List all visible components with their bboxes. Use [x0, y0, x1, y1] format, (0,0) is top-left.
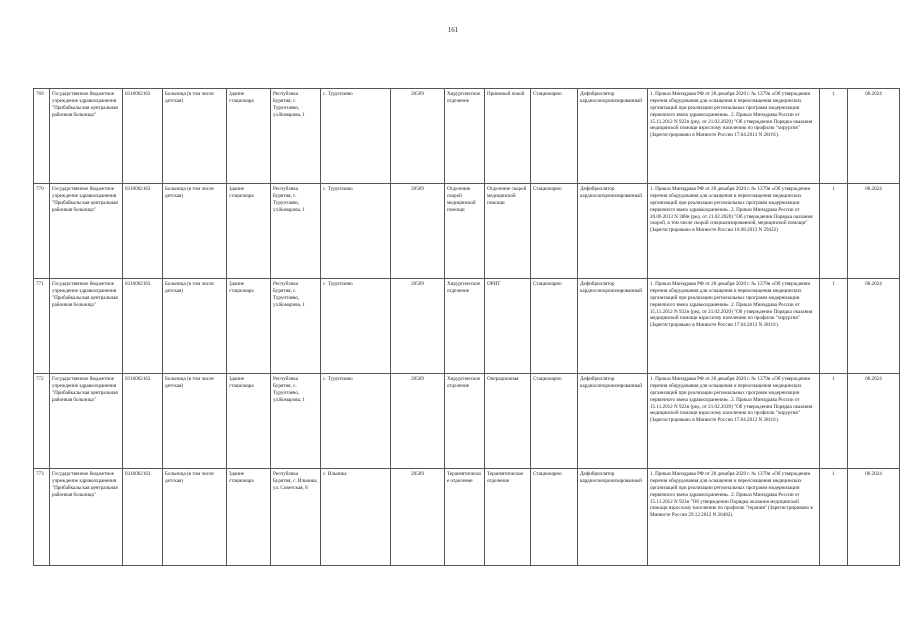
delivery-date: 06.2024 [848, 89, 900, 184]
unit: Терапевтическое отделение [485, 469, 531, 566]
legal-basis: 1. Приказ Минздрава РФ от 28 декабря 2020 г. № 1379н «Об утверждении перечня оборудования для оснащения и переоснащения медицинских организаций при реализации региональных программ модернизации первичного звена здравоохранения». 2. Приказ Минздрава России от 20.06.2013 N 388н (ред. от 21.02.2020) "Об утверждении Порядка оказания скорой, в том числе скорой специализированной, медицинской помощи" (Зарегистрировано в Минюсте России 16.08.2013 N 29422) [648, 184, 820, 279]
locality: с. Ильинка [321, 469, 391, 566]
building: Здание стационара [227, 469, 271, 566]
equipment-registry-table [33, 88, 900, 566]
equipment-name: Дефибриллятор кардиосинхронизированный [578, 279, 648, 374]
department: Терапевтическое отделение [445, 469, 485, 566]
unit: ОРИТ [485, 279, 531, 374]
organization-name: Государственное бюджетное учреждение здравоохранения "Прибайкальская центральная районная больница" [50, 184, 123, 279]
unit: Приемный покой [485, 89, 531, 184]
facility-type: Больница (в том числе детская) [163, 279, 227, 374]
quantity: 1 [820, 469, 848, 566]
delivery-date: 06.2024 [848, 469, 900, 566]
quantity: 1 [820, 374, 848, 469]
facility-type: Больница (в том числе детская) [163, 469, 227, 566]
table-row [34, 469, 900, 566]
care-condition: Стационарно [531, 469, 578, 566]
address: Республика Бурятия, с. Турунтаево, ул.Комарова, 1 [271, 374, 321, 469]
quantity: 1 [820, 89, 848, 184]
legal-basis: 1. Приказ Минздрава РФ от 28 декабря 2020 г. № 1379н «Об утверждении перечня оборудования для оснащения и переоснащения медицинских организаций при реализации региональных программ модернизации первичного звена здравоохранения». 2. Приказ Минздрава России от 15.11.2012 N 922н (ред. от 21.02.2020) "Об утверждении Порядка оказания медицинской помощи взрослому населению по профилю "хирургия" (Зарегистрировано в Минюсте России 17.04.2013 N 28161). [648, 279, 820, 374]
row-number: 771 [34, 279, 50, 374]
delivery-date: 06.2024 [848, 374, 900, 469]
delivery-date: 06.2024 [848, 184, 900, 279]
department: Хирургическое отделение [445, 279, 485, 374]
quantity: 1 [820, 184, 848, 279]
delivery-date: 06.2024 [848, 279, 900, 374]
code: 20509 [391, 469, 445, 566]
facility-type: Больница (в том числе детская) [163, 374, 227, 469]
row-number: 770 [34, 184, 50, 279]
table-row [34, 279, 900, 374]
equipment-name: Дефибриллятор кардиосинхронизированный [578, 374, 648, 469]
quantity: 1 [820, 279, 848, 374]
unit: Операционная [485, 374, 531, 469]
code: 20509 [391, 279, 445, 374]
table-row [34, 374, 900, 469]
care-condition: Стационарно [531, 279, 578, 374]
locality: с. Турунтаево [321, 89, 391, 184]
row-number: 773 [34, 469, 50, 566]
row-number: 772 [34, 374, 50, 469]
building: Здание стационара [227, 89, 271, 184]
facility-type: Больница (в том числе детская) [163, 89, 227, 184]
table-row [34, 184, 900, 279]
row-number: 769 [34, 89, 50, 184]
organization-name: Государственное бюджетное учреждение здравоохранения "Прибайкальская центральная районная больница" [50, 469, 123, 566]
address: Республика Бурятия, с. Ильинка, ул. Советская, 8 [271, 469, 321, 566]
department: Хирургическое отделение [445, 89, 485, 184]
organization-name: Государственное бюджетное учреждение здравоохранения "Прибайкальская центральная районная больница" [50, 279, 123, 374]
code: 20509 [391, 89, 445, 184]
care-condition: Стационарно [531, 374, 578, 469]
inn: 0316002163 [123, 374, 163, 469]
equipment-name: Дефибриллятор кардиосинхронизированный [578, 469, 648, 566]
inn: 0316002163 [123, 469, 163, 566]
address: Республика Бурятия, с. Турунтаево, ул.Комарова, 1 [271, 279, 321, 374]
organization-name: Государственное бюджетное учреждение здравоохранения "Прибайкальская центральная районная больница" [50, 374, 123, 469]
legal-basis: 1. Приказ Минздрава РФ от 28 декабря 2020 г. № 1379н «Об утверждении перечня оборудования для оснащения и переоснащения медицинских организаций при реализации региональных программ модернизации первичного звена здравоохранения». 2. Приказ Минздрава России от 15.11.2012 N 922н (ред. от 21.02.2020) "Об утверждении Порядка оказания медицинской помощи взрослому населению по профилю "хирургия" (Зарегистрировано в Минюсте России 17.04.2013 N 28161). [648, 89, 820, 184]
care-condition: Стационарно [531, 184, 578, 279]
building: Здание стационара [227, 374, 271, 469]
legal-basis: 1. Приказ Минздрава РФ от 28 декабря 2020 г. № 1379н «Об утверждении перечня оборудования для оснащения и переоснащения медицинских организаций при реализации региональных программ модернизации первичного звена здравоохранения». 2. Приказ Минздрава России от 15.11.2012 N 922н (ред. от 21.02.2020) "Об утверждении Порядка оказания медицинской помощи взрослому населению по профилю "хирургия" (Зарегистрировано в Минюсте России 17.04.2013 N 28161). [648, 374, 820, 469]
code: 20509 [391, 374, 445, 469]
inn: 0316002163 [123, 89, 163, 184]
building: Здание стационара [227, 184, 271, 279]
unit: Отделение скорой медицинской помощи [485, 184, 531, 279]
department: Отделение скорой медицинской помощи [445, 184, 485, 279]
equipment-name: Дефибриллятор кардиосинхронизированный [578, 89, 648, 184]
locality: с. Турунтаево [321, 374, 391, 469]
inn: 0316002163 [123, 184, 163, 279]
locality: с. Турунтаево [321, 279, 391, 374]
page-number: 161 [447, 26, 459, 34]
facility-type: Больница (в том числе детская) [163, 184, 227, 279]
locality: с. Турунтаево [321, 184, 391, 279]
inn: 0316002163 [123, 279, 163, 374]
organization-name: Государственное бюджетное учреждение здравоохранения "Прибайкальская центральная районная больница" [50, 89, 123, 184]
address: Республика Бурятия, с. Турунтаево, ул.Комарова, 1 [271, 89, 321, 184]
address: Республика Бурятия, с. Турунтаево, ул.Комарова, 1 [271, 184, 321, 279]
equipment-name: Дефибриллятор кардиосинхронизированный [578, 184, 648, 279]
department: Хирургическое отделение [445, 374, 485, 469]
table-row [34, 89, 900, 184]
building: Здание стационара [227, 279, 271, 374]
code: 20509 [391, 184, 445, 279]
legal-basis: 1. Приказ Минздрава РФ от 28 декабря 2020 г. № 1379н «Об утверждении перечня оборудования для оснащения и переоснащения медицинских организаций при реализации региональных программ модернизации первичного звена здравоохранения». 2. Приказ Минздрава России от 15.11.2012 N 923н "Об утверждении Порядка оказания медицинской помощи взрослому населению по профилю "терапия" (Зарегистрировано в Минюсте России 29.12.2012 N 26482). [648, 469, 820, 566]
care-condition: Стационарно [531, 89, 578, 184]
